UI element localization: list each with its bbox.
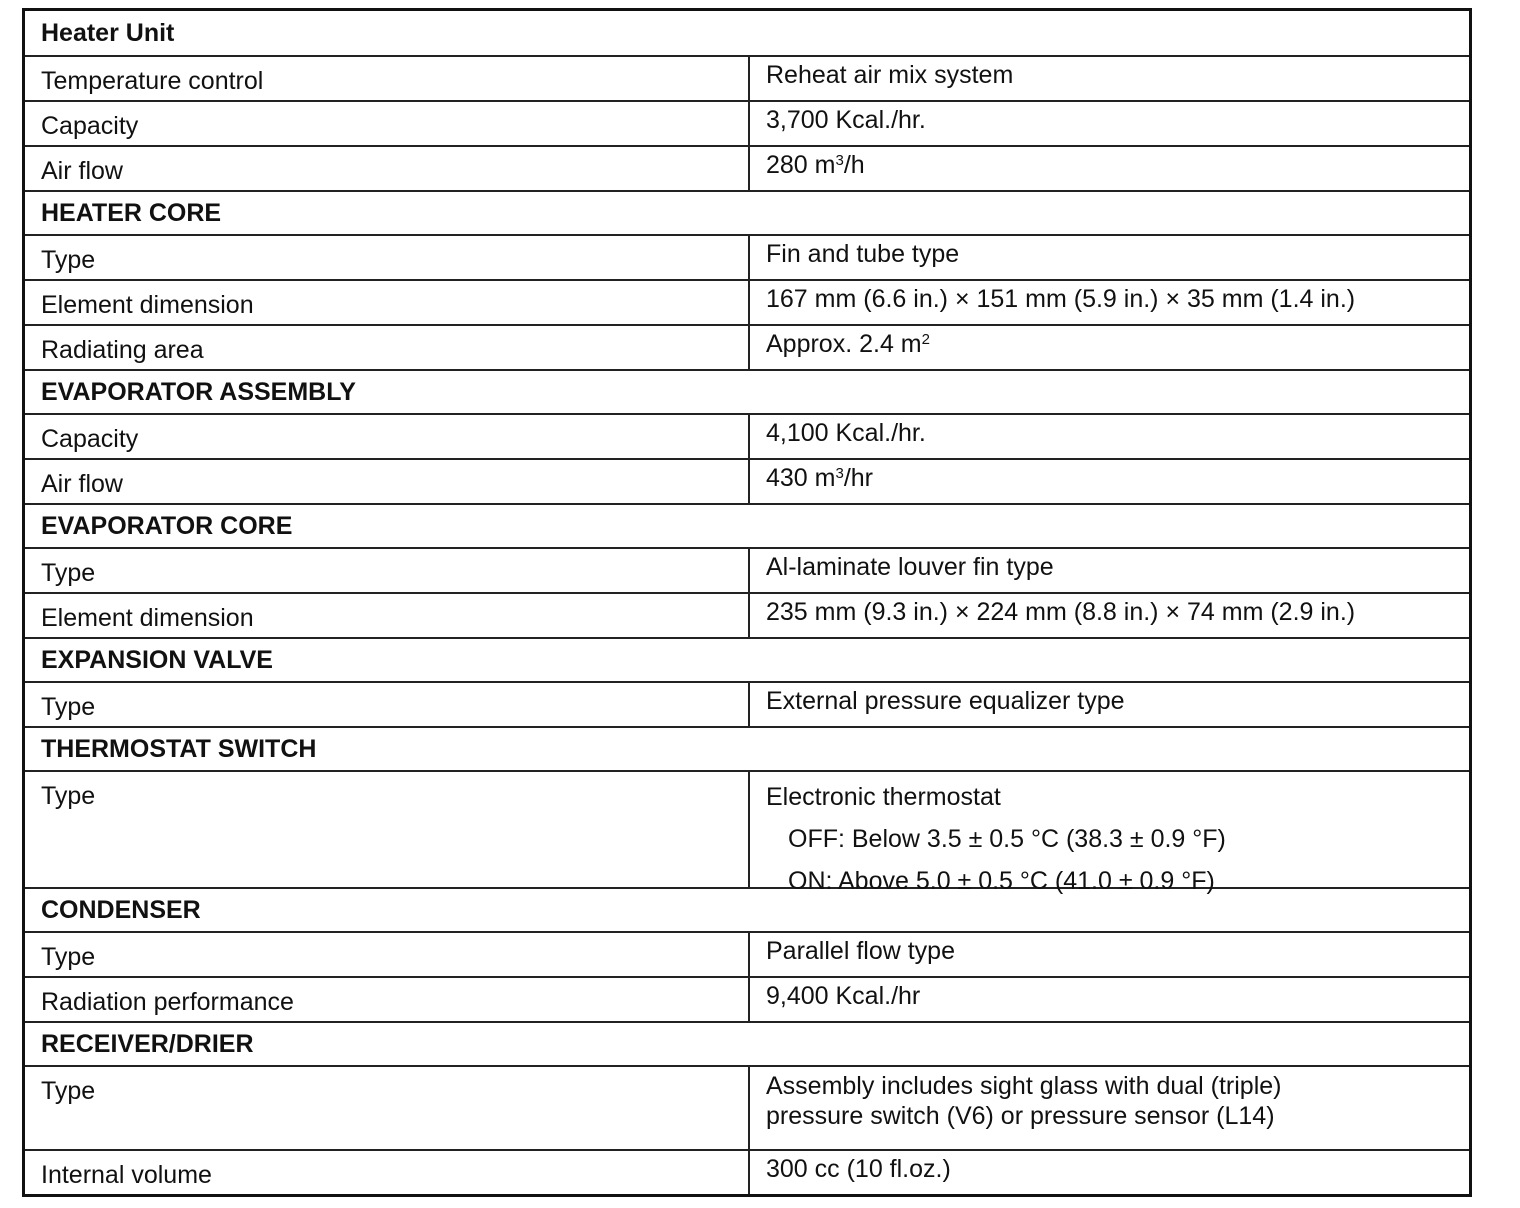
value-text: /h bbox=[843, 151, 865, 179]
section-heater-core bbox=[25, 190, 1469, 234]
spec-value: 235 mm (9.3 in.) × 224 mm (8.8 in.) × 74 mm (2.9 in.) bbox=[766, 598, 1356, 626]
spec-value: Parallel flow type bbox=[766, 937, 955, 965]
table-row bbox=[25, 234, 1469, 279]
value-line: ON: Above 5.0 ± 0.5 °C (41.0 ± 0.9 °F) bbox=[788, 867, 1215, 895]
table-row bbox=[25, 279, 1469, 324]
spec-value: Reheat air mix system bbox=[766, 61, 1014, 89]
spec-value: 3,700 Kcal./hr. bbox=[766, 106, 926, 134]
table-row bbox=[25, 592, 1469, 637]
spec-label: Type bbox=[25, 933, 750, 976]
section-thermostat-switch bbox=[25, 726, 1469, 770]
spec-value bbox=[750, 460, 1469, 503]
spec-label: Radiation performance bbox=[25, 978, 750, 1021]
spec-label: Temperature control bbox=[25, 57, 750, 100]
section-title: CONDENSER bbox=[41, 895, 201, 924]
section-title: THERMOSTAT SWITCH bbox=[41, 734, 317, 763]
section-evaporator-assembly bbox=[25, 369, 1469, 413]
value-text: Approx. 2.4 m bbox=[766, 330, 922, 358]
section-expansion-valve bbox=[25, 637, 1469, 681]
spec-label: Type bbox=[25, 549, 750, 592]
table-row bbox=[25, 55, 1469, 100]
spec-label: Capacity bbox=[25, 415, 750, 458]
spec-value bbox=[750, 772, 1469, 895]
spec-value: Fin and tube type bbox=[766, 240, 960, 268]
spec-value: External pressure equalizer type bbox=[766, 687, 1125, 715]
spec-value: 9,400 Kcal./hr bbox=[766, 982, 921, 1010]
section-title: RECEIVER/DRIER bbox=[41, 1029, 254, 1058]
value-text: 280 m bbox=[766, 151, 836, 179]
value-line: Electronic thermostat bbox=[766, 783, 1001, 811]
table-row bbox=[25, 1149, 1469, 1194]
value-text: /hr bbox=[843, 464, 874, 492]
section-title: HEATER CORE bbox=[41, 198, 222, 227]
superscript: 2 bbox=[921, 331, 930, 348]
spec-table bbox=[22, 8, 1472, 1197]
section-receiver-drier bbox=[25, 1021, 1469, 1065]
section-evaporator-core bbox=[25, 503, 1469, 547]
table-row bbox=[25, 145, 1469, 190]
value-line: pressure switch (V6) or pressure sensor (L14) bbox=[766, 1102, 1275, 1130]
table-row bbox=[25, 458, 1469, 503]
table-row bbox=[25, 931, 1469, 976]
spec-value bbox=[750, 147, 1469, 190]
spec-value bbox=[750, 326, 1469, 369]
value-line: OFF: Below 3.5 ± 0.5 °C (38.3 ± 0.9 °F) bbox=[788, 825, 1226, 853]
spec-label: Type bbox=[25, 1067, 750, 1149]
spec-value: 300 cc (10 fl.oz.) bbox=[766, 1155, 951, 1183]
table-row bbox=[25, 547, 1469, 592]
spec-label: Capacity bbox=[25, 102, 750, 145]
spec-label: Element dimension bbox=[25, 594, 750, 637]
spec-label: Radiating area bbox=[25, 326, 750, 369]
table-row bbox=[25, 100, 1469, 145]
table-row bbox=[25, 976, 1469, 1021]
spec-label: Element dimension bbox=[25, 281, 750, 324]
table-row bbox=[25, 413, 1469, 458]
section-title: EXPANSION VALVE bbox=[41, 645, 273, 674]
superscript: 3 bbox=[835, 465, 844, 482]
table-row bbox=[25, 681, 1469, 726]
table-row bbox=[25, 324, 1469, 369]
section-heater-unit bbox=[25, 11, 1469, 55]
table-row bbox=[25, 1065, 1469, 1149]
spec-label: Internal volume bbox=[25, 1151, 750, 1194]
superscript: 3 bbox=[835, 152, 844, 169]
value-text: 430 m bbox=[766, 464, 836, 492]
spec-label: Type bbox=[25, 772, 750, 887]
spec-label: Type bbox=[25, 683, 750, 726]
spec-label: Air flow bbox=[25, 147, 750, 190]
section-title: EVAPORATOR ASSEMBLY bbox=[41, 377, 356, 406]
table-row bbox=[25, 770, 1469, 895]
spec-value: 167 mm (6.6 in.) × 151 mm (5.9 in.) × 35 mm (1.4 in.) bbox=[766, 285, 1356, 313]
spec-label: Type bbox=[25, 236, 750, 279]
spec-value: 4,100 Kcal./hr. bbox=[766, 419, 926, 447]
spec-value: Al-laminate louver fin type bbox=[766, 553, 1054, 581]
spec-value bbox=[750, 1067, 1469, 1149]
spec-label: Air flow bbox=[25, 460, 750, 503]
value-line: Assembly includes sight glass with dual (triple) bbox=[766, 1072, 1282, 1100]
section-title: EVAPORATOR CORE bbox=[41, 511, 293, 540]
section-title: Heater Unit bbox=[41, 18, 175, 47]
